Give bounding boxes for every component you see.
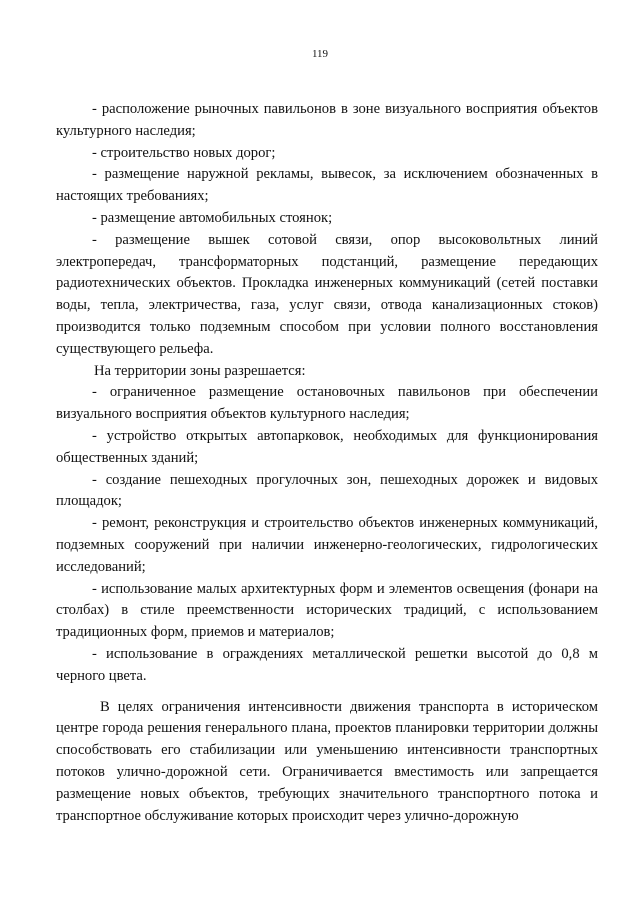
list-item: - использование в ограждениях металлической решетки высотой до 0,8 м черного цвета. xyxy=(56,645,598,684)
list-item: - ремонт, реконструкция и строительство объектов инженерных коммуникаций, подземных сооружений при наличии инженерно-геологических, гидрологических исследований; xyxy=(56,515,598,575)
list-item: - размещение вышек сотовой связи, опор высоковольтных линий электропередач, трансформаторных подстанций, размещение передающих радиотехнических объектов. Прокладка инженерных коммуникаций (сетей поставки воды, тепла, электричества, газа, услуг связи, отвода канализационных стоков) производится только подземным способом при условии полного восстановления существующего рельефа. xyxy=(56,231,598,357)
list-item: - ограниченное размещение остановочных павильонов при обеспечении визуального восприятия объектов культурного наследия; xyxy=(56,384,598,423)
page-number: 119 xyxy=(311,48,329,60)
list-item: - расположение рыночных павильонов в зоне визуального восприятия объектов культурного наследия; xyxy=(56,101,598,139)
list-item: - использование малых архитектурных форм и элементов освещения (фонари на столбах) в стиле преемственности исторических традиций, с использованием традиционных форм, приемов и материалов; xyxy=(56,580,598,641)
paragraph: В целях ограничения интенсивности движения транспорта в историческом центре города решения генерального плана, проектов планировки территории должны способствовать его стабилизации или уменьшению интенсивности транспортных потоков улично-дорожной сети. Ограничивается вместимость или запрещается размещение новых объектов, требующих значительного транспортного потока и транспортное обслуживание которых происходит через улично-дорожную xyxy=(56,698,598,824)
section-intro: На территории зоны разрешается: xyxy=(94,362,306,379)
list-item: - устройство открытых автопарковок, необходимых для функционирования общественных зданий; xyxy=(56,427,598,466)
list-item: - размещение наружной рекламы, вывесок, за исключением обозначенных в настоящих требованиях; xyxy=(56,166,598,205)
list-item: - строительство новых дорог; xyxy=(92,144,276,161)
document-body xyxy=(56,99,598,827)
list-item: - создание пешеходных прогулочных зон, пешеходных дорожек и видовых площадок; xyxy=(56,471,598,510)
list-item: - размещение автомобильных стоянок; xyxy=(92,209,333,226)
